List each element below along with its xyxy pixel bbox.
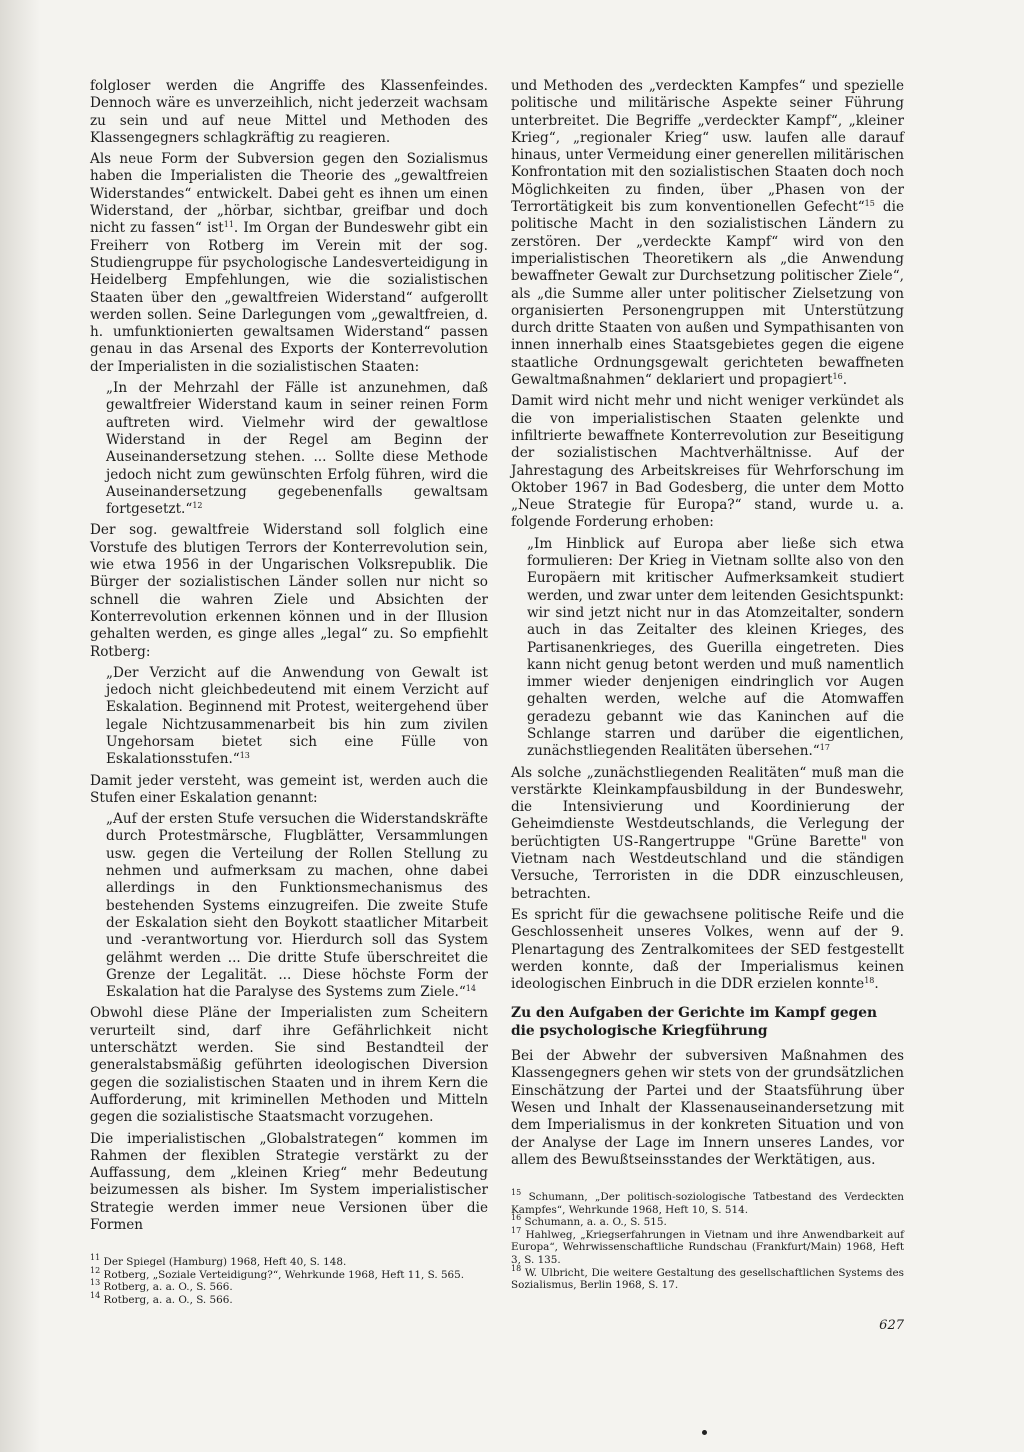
footnote-ref: 12 [192, 501, 203, 511]
footnote: $^{11}$ Der Spiegel (Hamburg) 1968, Heft 40, S. 148. [90, 1253, 347, 1269]
footnote-ref: 17 [819, 743, 830, 753]
block-quote: „Im Hinblick auf Europa aber ließe sich etwa formulieren: Der Krieg in Vietnam sollte also von den Europäern mit kritischer Aufmerksamkeit studiert werden, und zwar unter dem leitenden Gesichtspunkt: wir sind jetzt nicht nur in das Atomzeitalter, sondern auch in das Zeitalter des kleinen Krieges, des Partisanenkrieges, des Guerilla eingetreten. Dies kann nicht genug betont werden und muß namentlich immer wieder denjenigen eindringlich vor Augen gehalten werden, welche auf die Atomwaffen geradezu gebannt wie das Kaninchen auf die Schlange starren und darüber die eigentlichen, zunächstliegenden Realitäten übersehen.“$^{17}$ [527, 535, 904, 760]
block-quote: „In der Mehrzahl der Fälle ist anzunehmen, daß gewaltfreier Widerstand kaum in seiner reinen Form auftreten wird. Vielmehr wird der gewaltlose Widerstand in der Regel am Beginn der Auseinandersetzung stehen. ... Sollte diese Methode jedoch nicht zum gewünschten Erfolg führen, wird die Auseinandersetzung gegebenenfalls gewaltsam fortgesetzt.“$^{12}$ [106, 380, 488, 518]
scan-edge-shadow [0, 0, 40, 1452]
footnote: $^{18}$ W. Ulbricht, Die weitere Gestaltung des gesellschaftlichen Systems des Sozialismus, Berlin 1968, S. 17. [511, 1263, 904, 1292]
footnotes-right [511, 1188, 904, 1292]
footnote-ref: 11 [223, 220, 234, 230]
paragraph: Bei der Abwehr der subversiven Maßnahmen des Klassengegners gehen wir stets von der grundsätzlichen Einschätzung der Partei und der Staatsführung über Wesen und Inhalt der Klassenauseinandersetzung mit dem Imperialismus in der konkreten Situation und von der Analyse der Lage im Innern unseres Landes, vor allem des Bewußtseinsstandes der Werktätigen, aus. [511, 1048, 904, 1168]
footnote-ref: 15 [864, 199, 875, 209]
footnote-ref: 16 [832, 372, 843, 382]
section-heading: Zu den Aufgaben der Gerichte im Kampf gegen die psychologische Kriegführung [511, 1005, 878, 1039]
paragraph: Der sog. gewaltfreie Widerstand soll folglich eine Vorstufe des blutigen Terrors der Konterrevolution sein, wie etwa 1956 in der Ungarischen Volksrepublik. Die Bürger der sozialistischen Länder sollen nur nicht so schnell die wahren Ziele und Absichten der Konterrevolution erkennen können und in der Illusion gehalten werden, es ginge alles „legal“ zu. So empfiehlt Rotberg: [90, 522, 488, 660]
footnotes-left [90, 1253, 488, 1307]
paragraph: Damit jeder versteht, was gemeint ist, werden auch die Stufen einer Eskalation genannt: [90, 772, 488, 806]
paragraph: Damit wird nicht mehr und nicht weniger verkündet als die von imperialistischen Staaten gelenkte und infiltrierte bewaffnete Konterrevolution zur Beseitigung der sozialistischen Machtverhältnisse. Auf der Jahrestagung des Arbeitskreises für Wehrforschung im Oktober 1967 in Bad Godesberg, die unter dem Motto „Neue Strategie für Europa?“ stand, wurde u. a. folgende Forderung erhoben: [511, 393, 904, 531]
footnote-ref: 18 [864, 976, 875, 986]
footnote: $^{15}$ Schumann, „Der politisch-soziologische Tatbestand des Verdeckten Kampfes“, Wehrkunde 1968, Heft 10, S. 514. [511, 1188, 904, 1216]
footnote: $^{14}$ Rotberg, a. a. O., S. 566. [90, 1291, 233, 1307]
paragraph: Die imperialistischen „Globalstrategen“ kommen im Rahmen der flexiblen Strategie verstärkt zu der Auffassung, dem „kleinen Krieg“ mehr Bedeutung beizumessen als bisher. Im System imperialistischer Strategie werden immer neue Versionen über die Formen [90, 1130, 488, 1233]
paragraph: Obwohl diese Pläne der Imperialisten zum Scheitern verurteilt sind, darf ihre Gefährlichkeit nicht unterschätzt werden. Sie sind Bestandteil der generalstabsmäßig geführten ideologischen Diversion gegen die sozialistischen Staaten und in ihrem Kern die Aufforderung, mit kriminellen Methoden und Mitteln gegen die sozialistische Staatsmacht vorzugehen. [90, 1005, 488, 1126]
footnote: $^{17}$ Hahlweg, „Kriegserfahrungen in Vietnam und ihre Anwendbarkeit auf Europa“, Wehrwissenschaftliche Rundschau (Frankfurt/Main) 1968, Heft 3, S. 135. [511, 1225, 904, 1267]
paragraph: folgloser werden die Angriffe des Klassenfeindes. Dennoch wäre es unverzeihlich, nicht jederzeit wachsam zu sein und auf neue Mittel und Methoden des Klassengegners schlagkräftig zu reagieren. [90, 78, 488, 146]
footnote-ref: 13 [239, 751, 250, 761]
footnote: $^{16}$ Schumann, a. a. O., S. 515. [511, 1213, 667, 1229]
scan-speck [702, 1430, 707, 1435]
block-quote: „Der Verzicht auf die Anwendung von Gewalt ist jedoch nicht gleichbedeutend mit einem Verzicht auf Eskalation. Beginnend mit Protest, weitergehend über legale Nichtzusammenarbeit bis hin zum zivilen Ungehorsam bietet sich eine Fülle von Eskalationsstufen.“$^{13}$ [106, 664, 488, 768]
paragraph: Als solche „zunächstliegenden Realitäten“ muß man die verstärkte Kleinkampfausbildung in der Bundeswehr, die Intensivierung und Koordinierung der Geheimdienste Westdeutschlands, die Verlegung der berüchtigten US-Rangertruppe "Grüne Barette" von Vietnam nach Westdeutschland und die ständigen Versuche, Terroristen in die DDR einzuschleusen, betrachten. [511, 764, 904, 902]
paragraph: Es spricht für die gewachsene politische Reife und die Geschlossenheit unseres Volkes, wenn auf der 9. Plenartagung des Zentralkomitees der SED festgestellt werden konnte, daß der Imperialismus keinen ideologischen Einbruch in die DDR erzielen konnte$^{18}$. [511, 906, 904, 993]
paragraph: Als neue Form der Subversion gegen den Sozialismus haben die Imperialisten die Theorie des „gewaltfreien Widerstandes“ entwickelt. Dabei geht es ihnen um einen Widerstand, der „hörbar, sichtbar, greifbar und doch nicht zu fassen“ ist$^{11}$. Im Organ der Bundeswehr gibt ein Freiherr von Rotberg im Verein mit der sog. Studiengruppe für psychologische Landesverteidigung in Heidelberg Empfehlungen, wie die sozialistischen Staaten über den „gewaltfreien Widerstand“ aufgerollt werden sollen. Seine Darlegungen vom „gewaltfreien, d. h. umfunktionierten gewaltsamen Widerstand“ passen genau in das Arsenal des Exports der Konterrevolution der Imperialisten in die sozialistischen Staaten: [90, 151, 488, 375]
page-number: 627 [879, 1318, 904, 1333]
left-column [90, 78, 488, 1307]
paragraph: und Methoden des „verdeckten Kampfes“ und spezielle politische und militärische Aspekte seiner Führung unterbreitet. Die Begriffe „verdeckter Kampf“, „kleiner Krieg“, „regionaler Krieg“ usw. laufen alle darauf hinaus, unter Vermeidung einer generellen militärischen Konfrontation mit den sozialistischen Staaten doch noch Möglichkeiten zu finden, über „Phasen von der Terrortätigkeit bis zum konventionellen Gefecht“$^{15}$ die politische Macht in den sozialistischen Ländern zu zerstören. Der „verdeckte Kampf“ wird von den imperialistischen Theoretikern als „die Anwendung bewaffneter Gewalt zur Durchsetzung politischer Ziele“, als „die Summe aller unter politischer Zielsetzung von organisierten Personengruppen mit Unterstützung durch dritte Staaten von außen und Sympathisanten von innen innerhalb eines Staatsgebietes gegen die eigene staatliche Ordnungsgewalt gerichteten bewaffneten Gewaltmaßnahmen“ deklariert und propagiert$^{16}$. [511, 78, 904, 389]
footnote-ref: 14 [465, 984, 476, 994]
footnote: $^{13}$ Rotberg, a. a. O., S. 566. [90, 1278, 233, 1294]
block-quote: „Auf der ersten Stufe versuchen die Widerstandskräfte durch Protestmärsche, Flugblätter, Versammlungen usw. gegen die Verteilung der Rollen Stellung zu nehmen und aufmerksam zu machen, ohne dabei allerdings in den Funktionsmechanismus des bestehenden Systems einzugreifen. Die zweite Stufe der Eskalation sieht den Boykott staatlicher Mitarbeit und -verantwortung vor. Hierdurch soll das System gelähmt werden ... Die dritte Stufe überschreitet die Grenze der Legalität. ... Diese höchste Form der Eskalation hat die Paralyse des Systems zum Ziele.“$^{14}$ [106, 811, 488, 1001]
footnote: $^{12}$ Rotberg, „Soziale Verteidigung?“, Wehrkunde 1968, Heft 11, S. 565. [90, 1265, 465, 1281]
right-column [511, 78, 904, 1292]
